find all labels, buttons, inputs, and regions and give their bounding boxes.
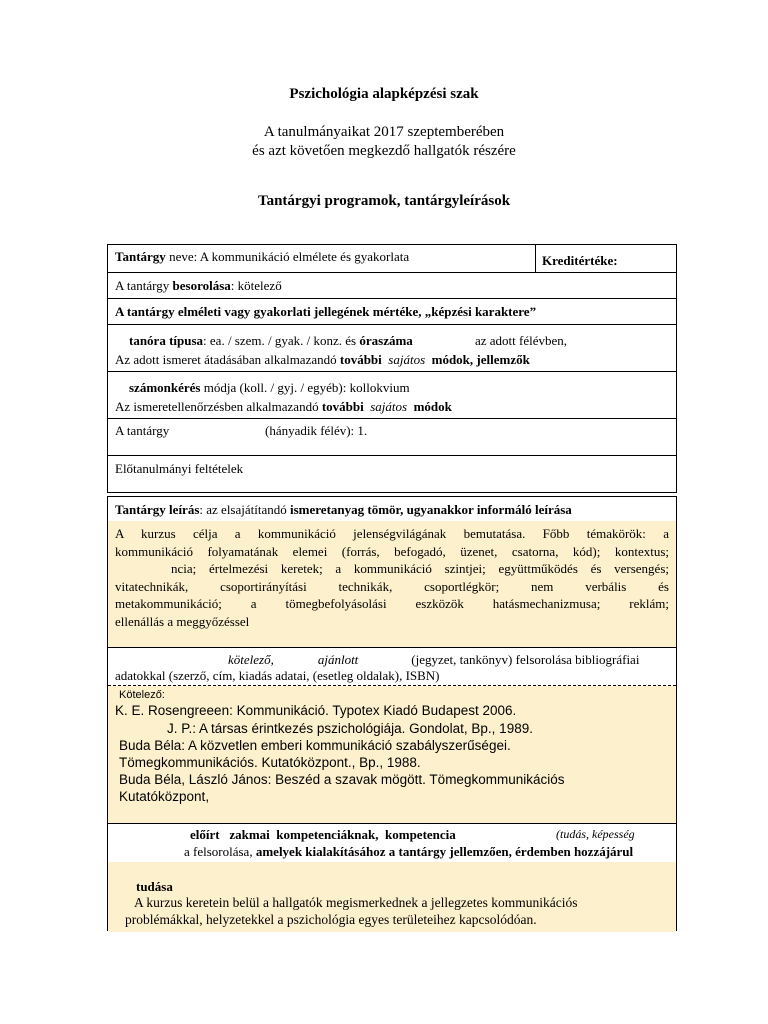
lesson-modes: Az adott ismeret átadásában alkalmazandó további sajátos módok, jellemzők bbox=[115, 352, 530, 367]
description-body-row bbox=[108, 521, 676, 647]
course-description-table bbox=[107, 496, 677, 931]
competence-header: előírt zakmai kompetenciáknak, kompetencia bbox=[190, 827, 456, 842]
knowledge-text-1: A kurzus keretein belül a hallgatók megismerkednek a jellegzetes kommunikációs bbox=[134, 895, 578, 910]
knowledge-text-2: problémákkal, helyzetekkel a pszichológia egyes területeihez kapcsolódóan. bbox=[125, 912, 537, 927]
literature-header: kötelező, ajánlott (jegyzet, tankönyv) felsorolása bibliográfiai bbox=[228, 652, 640, 667]
semester-row bbox=[108, 418, 676, 455]
exam-row bbox=[108, 371, 676, 418]
course-name-row bbox=[108, 245, 676, 272]
literature-item: Buda Béla, László János: Beszéd a szavak mögött. Tömegkommunikációs bbox=[119, 772, 565, 787]
description-header-row bbox=[108, 497, 676, 521]
description-header: Tantárgy leírás: az elsajátítandó ismeretanyag tömör, ugyanakkor informáló leírása bbox=[115, 502, 572, 517]
exam-type: számonkérés módja (koll. / gyj. / egyéb): kollokvium bbox=[129, 380, 410, 395]
exam-modes: Az ismeretellenőrzésben alkalmazandó további sajátos módok bbox=[115, 399, 452, 414]
semester-value: (hányadik félév): 1. bbox=[265, 423, 368, 438]
required-label: Kötelező: bbox=[119, 689, 165, 701]
literature-item: Tömegkommunikációs. Kutatóközpont., Bp., 1988. bbox=[119, 755, 421, 770]
prerequisites: Előtanulmányi feltételek bbox=[115, 461, 244, 476]
credit-label: Kreditértéke: bbox=[542, 253, 618, 268]
audience-line-1: A tanulmányaikat 2017 szeptemberében bbox=[263, 124, 505, 140]
course-name: Tantárgy neve: A kommunikáció elmélete és gyakorlata bbox=[115, 249, 410, 264]
literature-header-row bbox=[108, 647, 676, 685]
document-title: Pszichológia alapképzési szak bbox=[289, 86, 479, 102]
course-character: A tantárgy elméleti vagy gyakorlati jellegének mértéke, „képzési karaktere” bbox=[115, 304, 537, 319]
lesson-type-row bbox=[108, 324, 676, 371]
description-text: A kurzus célja a kommunikáció jelenségvilágának bemutatása. Főbb témakörök: a kommunikáció folyamatának elemei (forrás, befogadó, üzenet, csatorna, kód); kontextus; ncia; értelmezési keretek; a kommunikáció szintjei; együttműködés és versengés; vitatechnikák, csoportirányítási technikák, csoportlégkör; nem verbális és metakommunikáció; a tömegbefolyásolási eszközök hatásmechanizmusa; reklám; ellenállás a meggyőzéssel bbox=[115, 526, 669, 629]
course-info-table bbox=[107, 244, 677, 493]
audience-line-2: és azt követően megkezdő hallgatók részére bbox=[252, 143, 516, 159]
lesson-type: tanóra típusa: ea. / szem. / gyak. / konz. és óraszáma bbox=[129, 333, 413, 348]
competence-row bbox=[108, 823, 676, 932]
competence-header-2: a felsorolása, amelyek kialakításához a tantárgy jellemzően, érdemben hozzájárul bbox=[184, 844, 634, 859]
competence-types: (tudás, képesség bbox=[556, 827, 635, 841]
literature-item: Kutatóközpont, bbox=[119, 789, 210, 804]
literature-item: K. E. Rosengreeen: Kommunikáció. Typotex Kiadó Budapest 2006. bbox=[115, 703, 517, 718]
knowledge-label: tudása bbox=[136, 879, 173, 894]
literature-header-2: adatokkal (szerző, cím, kiadás adatai, (esetleg oldalak), ISBN) bbox=[115, 668, 440, 683]
classification: A tantárgy besorolása: kötelező bbox=[115, 278, 282, 293]
lesson-semester: az adott félévben, bbox=[475, 333, 568, 348]
literature-item: J. P.: A társas érintkezés pszichológiája. Gondolat, Bp., 1989. bbox=[167, 721, 533, 736]
literature-item: Buda Béla: A közvetlen emberi kommunikáció szabályszerűségei. bbox=[119, 738, 511, 753]
character-row bbox=[108, 298, 676, 324]
prerequisites-row bbox=[108, 455, 676, 494]
classification-row bbox=[108, 272, 676, 298]
literature-list-row bbox=[108, 685, 676, 823]
section-title: Tantárgyi programok, tantárgyleírások bbox=[257, 193, 511, 209]
semester-label: A tantárgy bbox=[115, 423, 170, 438]
